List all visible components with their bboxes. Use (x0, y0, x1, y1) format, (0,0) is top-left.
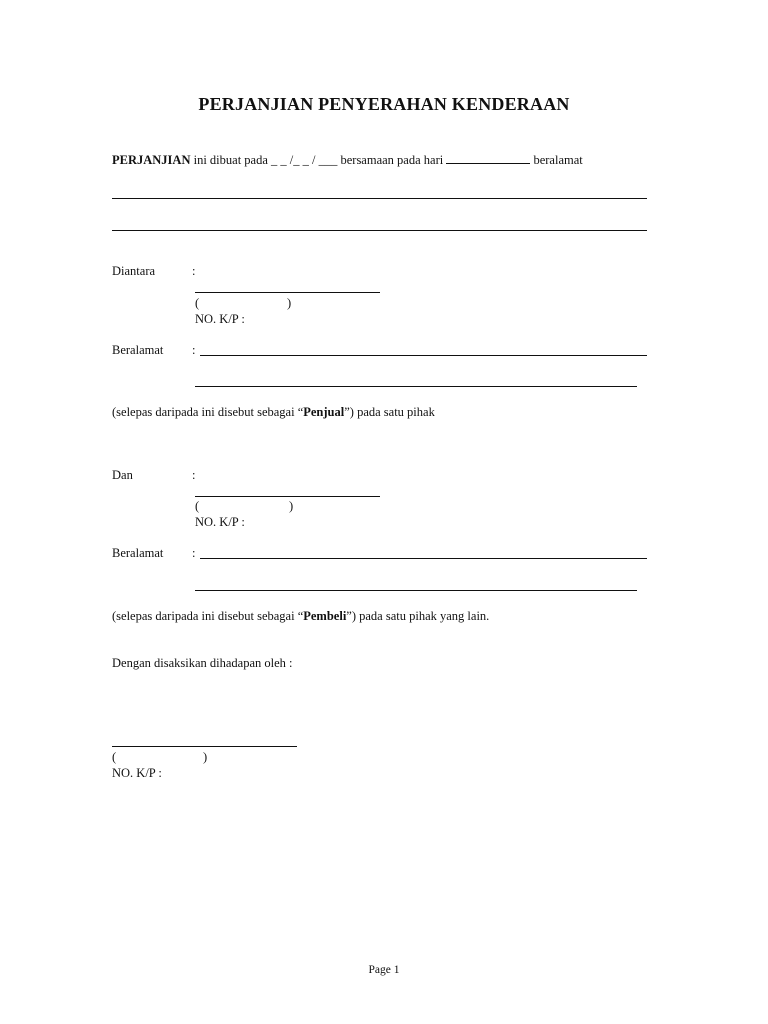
party2-paren-close: ) (289, 499, 294, 513)
party1-description (112, 405, 435, 420)
intro-text-1: ini dibuat pada (193, 153, 268, 167)
page-number: Page 1 (368, 964, 400, 976)
party2-desc-before: (selepas daripada ini disebut sebagai “ (112, 609, 304, 623)
party1-id-label: NO. K/P : (195, 312, 245, 326)
intro-lead: PERJANJIAN (112, 153, 191, 167)
intro-text-3: beralamat (533, 153, 583, 167)
document-title: PERJANJIAN PENYERAHAN KENDERAAN (198, 94, 570, 114)
intro-day-blank[interactable] (446, 153, 530, 164)
witness-name-line[interactable] (112, 746, 297, 747)
address-line-2[interactable] (112, 230, 647, 231)
party2-address-line-1[interactable] (200, 558, 647, 559)
party1-address-label: Beralamat (112, 343, 164, 357)
party1-label: Diantara (112, 264, 156, 278)
party2-paren-open: ( (195, 499, 200, 513)
party2-label: Dan (112, 468, 133, 482)
witness-label: Dengan disaksikan dihadapan oleh : (112, 656, 293, 670)
party2-address-colon: : (192, 546, 196, 560)
address-line-1[interactable] (112, 198, 647, 199)
intro-line (112, 153, 583, 168)
party2-desc-role: Pembeli (303, 609, 347, 623)
witness-paren-close: ) (203, 750, 208, 764)
intro-date-blank[interactable]: _ _ /_ _ / ___ (271, 153, 338, 167)
party2-description (112, 609, 489, 624)
party1-desc-before: (selepas daripada ini disebut sebagai “ (112, 405, 304, 419)
party1-desc-role: Penjual (303, 405, 345, 419)
party2-desc-after: ”) pada satu pihak yang lain. (346, 609, 490, 623)
party1-paren-close: ) (287, 296, 292, 310)
party2-id-label: NO. K/P : (195, 515, 245, 529)
party2-address-label: Beralamat (112, 546, 164, 560)
party1-address-line-1[interactable] (200, 355, 647, 356)
intro-text-2: bersamaan pada hari (340, 153, 444, 167)
party2-address-line-2[interactable] (195, 590, 637, 591)
witness-paren-open: ( (112, 750, 117, 764)
party1-address-colon: : (192, 343, 196, 357)
party1-paren-open: ( (195, 296, 200, 310)
witness-id-label: NO. K/P : (112, 766, 162, 780)
party1-name-line[interactable] (195, 292, 380, 293)
party2-name-line[interactable] (195, 496, 380, 497)
party1-address-line-2[interactable] (195, 386, 637, 387)
party1-colon: : (192, 264, 196, 278)
party1-desc-after: ”) pada satu pihak (344, 405, 435, 419)
party2-colon: : (192, 468, 196, 482)
